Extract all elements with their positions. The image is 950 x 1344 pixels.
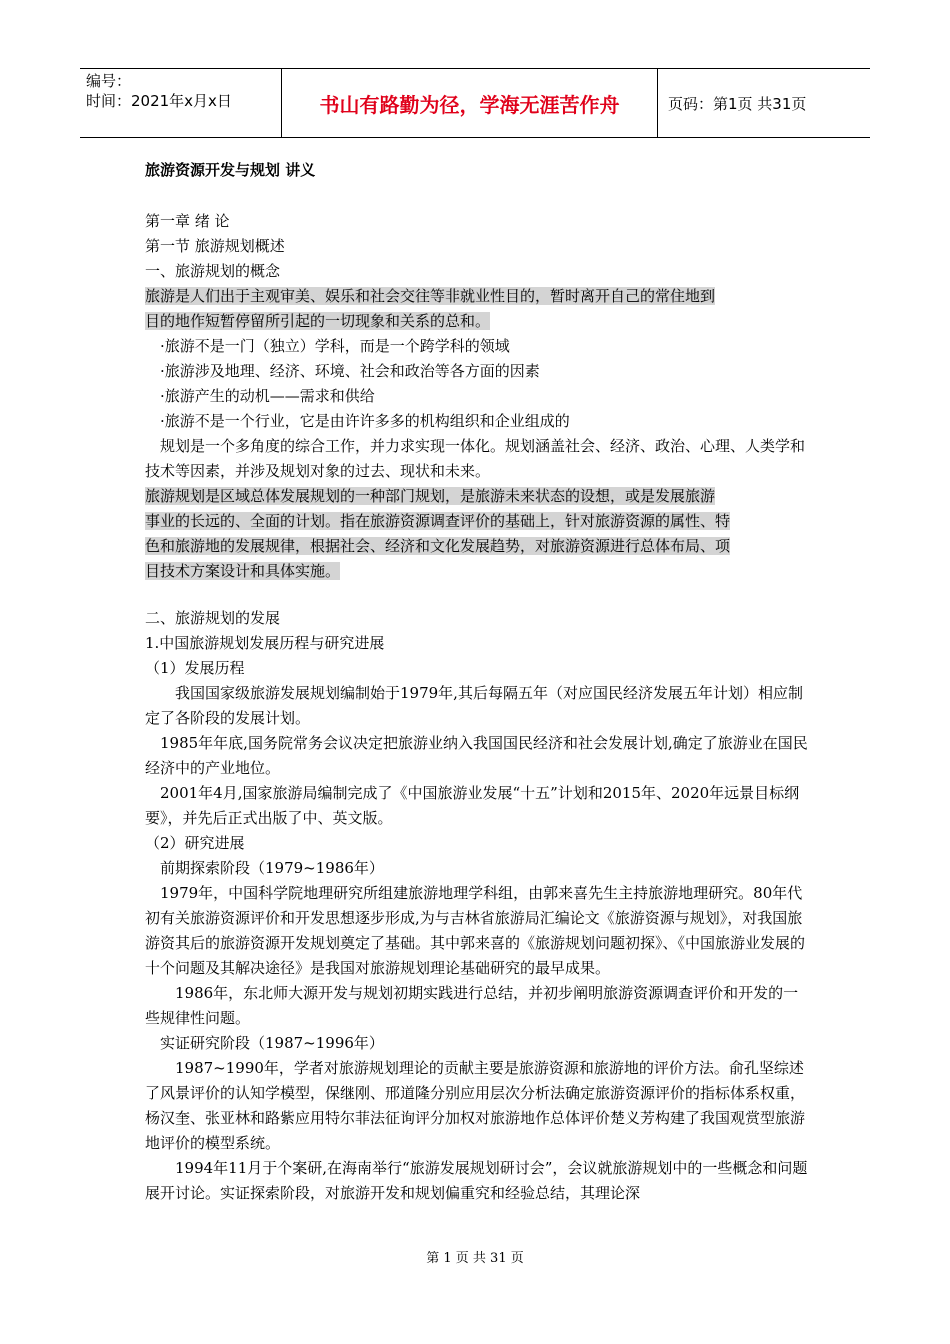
page-header	[80, 68, 870, 138]
section-heading: 第一节 旅游规划概述	[145, 237, 285, 255]
subheading-history: 1.中国旅游规划发展历程与研究进展	[145, 634, 385, 652]
bullet-item: ·旅游产生的动机——需求和供给	[160, 387, 375, 405]
highlighted-planning-line: 目技术方案设计和具体实施。	[145, 562, 341, 580]
subheading-course: （1）发展历程	[145, 659, 245, 677]
highlighted-definition-line: 目的地作短暂停留所引起的一切现象和关系的总和。	[145, 312, 491, 330]
header-page-label: 页码：第1页 共31页	[668, 94, 807, 113]
highlighted-planning-line: 色和旅游地的发展规律，根据社会、经济和文化发展趋势，对旅游资源进行总体布局、项	[145, 537, 731, 555]
paragraph: 1994年11月于个案研,在海南举行“旅游发展规划研讨会”，会议就旅游规划中的一些概念和问题展开讨论。实证探索阶段，对旅游开发和规划偏重究和经验总结，其理论深	[145, 1159, 808, 1202]
highlighted-definition-line: 旅游是人们出于主观审美、娱乐和社会交往等非就业性目的，暂时离开自己的常住地到	[145, 287, 716, 305]
paragraph: 1985年年底,国务院常务会议决定把旅游业纳入我国国民经济和社会发展计划,确定了旅游业在国民经济中的产业地位。	[145, 734, 808, 777]
page-footer: 第 1 页 共 31 页	[426, 1251, 524, 1266]
paragraph: 1987~1990年，学者对旅游规划理论的贡献主要是旅游资源和旅游地的评价方法。俞孔坚综述了风景评价的认知学模型，保继刚、邢道隆分别应用层次分析法确定旅游资源评价的指标体系权重，杨汉奎、张亚林和路紫应用特尔菲法征询评分加权对旅游地作总体评价楚义芳构建了我国观赏型旅游地评价的模型系统。	[145, 1059, 806, 1152]
doc-number-label: 编号：	[86, 72, 132, 90]
bullet-item: ·旅游涉及地理、经济、环境、社会和政治等各方面的因素	[160, 362, 540, 380]
highlighted-planning-line: 事业的长远的、全面的计划。指在旅游资源调查评价的基础上，针对旅游资源的属性、特	[145, 512, 731, 530]
bullet-item: ·旅游不是一门（独立）学科，而是一个跨学科的领域	[160, 337, 510, 355]
subheading-development: 二、旅游规划的发展	[145, 609, 281, 627]
document-body	[145, 158, 810, 1206]
subheading-research: （2）研究进展	[145, 834, 245, 852]
paragraph: 规划是一个多角度的综合工作，并力求实现一体化。规划涵盖社会、经济、政治、心理、人类学和技术等因素，并涉及规划对象的过去、现状和未来。	[145, 437, 806, 480]
subheading-concept: 一、旅游规划的概念	[145, 262, 281, 280]
paragraph: 1986年，东北师大源开发与规划初期实践进行总结，并初步阐明旅游资源调查评价和开发的一些规律性问题。	[145, 984, 799, 1027]
stage-heading: 实证研究阶段（1987~1996年）	[160, 1034, 384, 1052]
highlighted-planning-line: 旅游规划是区域总体发展规划的一种部门规划，是旅游未来状态的设想，或是发展旅游	[145, 487, 716, 505]
paragraph: 我国国家级旅游发展规划编制始于1979年,其后每隔五年（对应国民经济发展五年计划）相应制定了各阶段的发展计划。	[145, 684, 803, 727]
bullet-item: ·旅游不是一个行业，它是由许许多多的机构组织和企业组成的	[160, 412, 570, 430]
document-title: 旅游资源开发与规划 讲义	[145, 161, 316, 179]
stage-heading: 前期探索阶段（1979~1986年）	[160, 859, 384, 877]
header-motto: 书山有路勤为径，学海无涯苦作舟	[281, 69, 658, 137]
header-meta	[86, 71, 276, 111]
paragraph: 1979年，中国科学院地理研究所组建旅游地理学科组，由郭来喜先生主持旅游地理研究。80年代初有关旅游资源评价和开发思想逐步形成,为与吉林省旅游局汇编论文《旅游资源与规划》，对我国旅游资其后的旅游资源开发规划奠定了基础。其中郭来喜的《旅游规划问题初探》、《中国旅游业发展的十个问题及其解决途径》是我国对旅游规划理论基础研究的最早成果。	[145, 884, 806, 977]
doc-time-label: 时间：2021年x月x日	[86, 92, 232, 110]
chapter-heading: 第一章 绪 论	[145, 212, 230, 230]
paragraph: 2001年4月,国家旅游局编制完成了《中国旅游业发展“十五”计划和2015年、2020年远景目标纲要》，并先后正式出版了中、英文版。	[145, 784, 800, 827]
